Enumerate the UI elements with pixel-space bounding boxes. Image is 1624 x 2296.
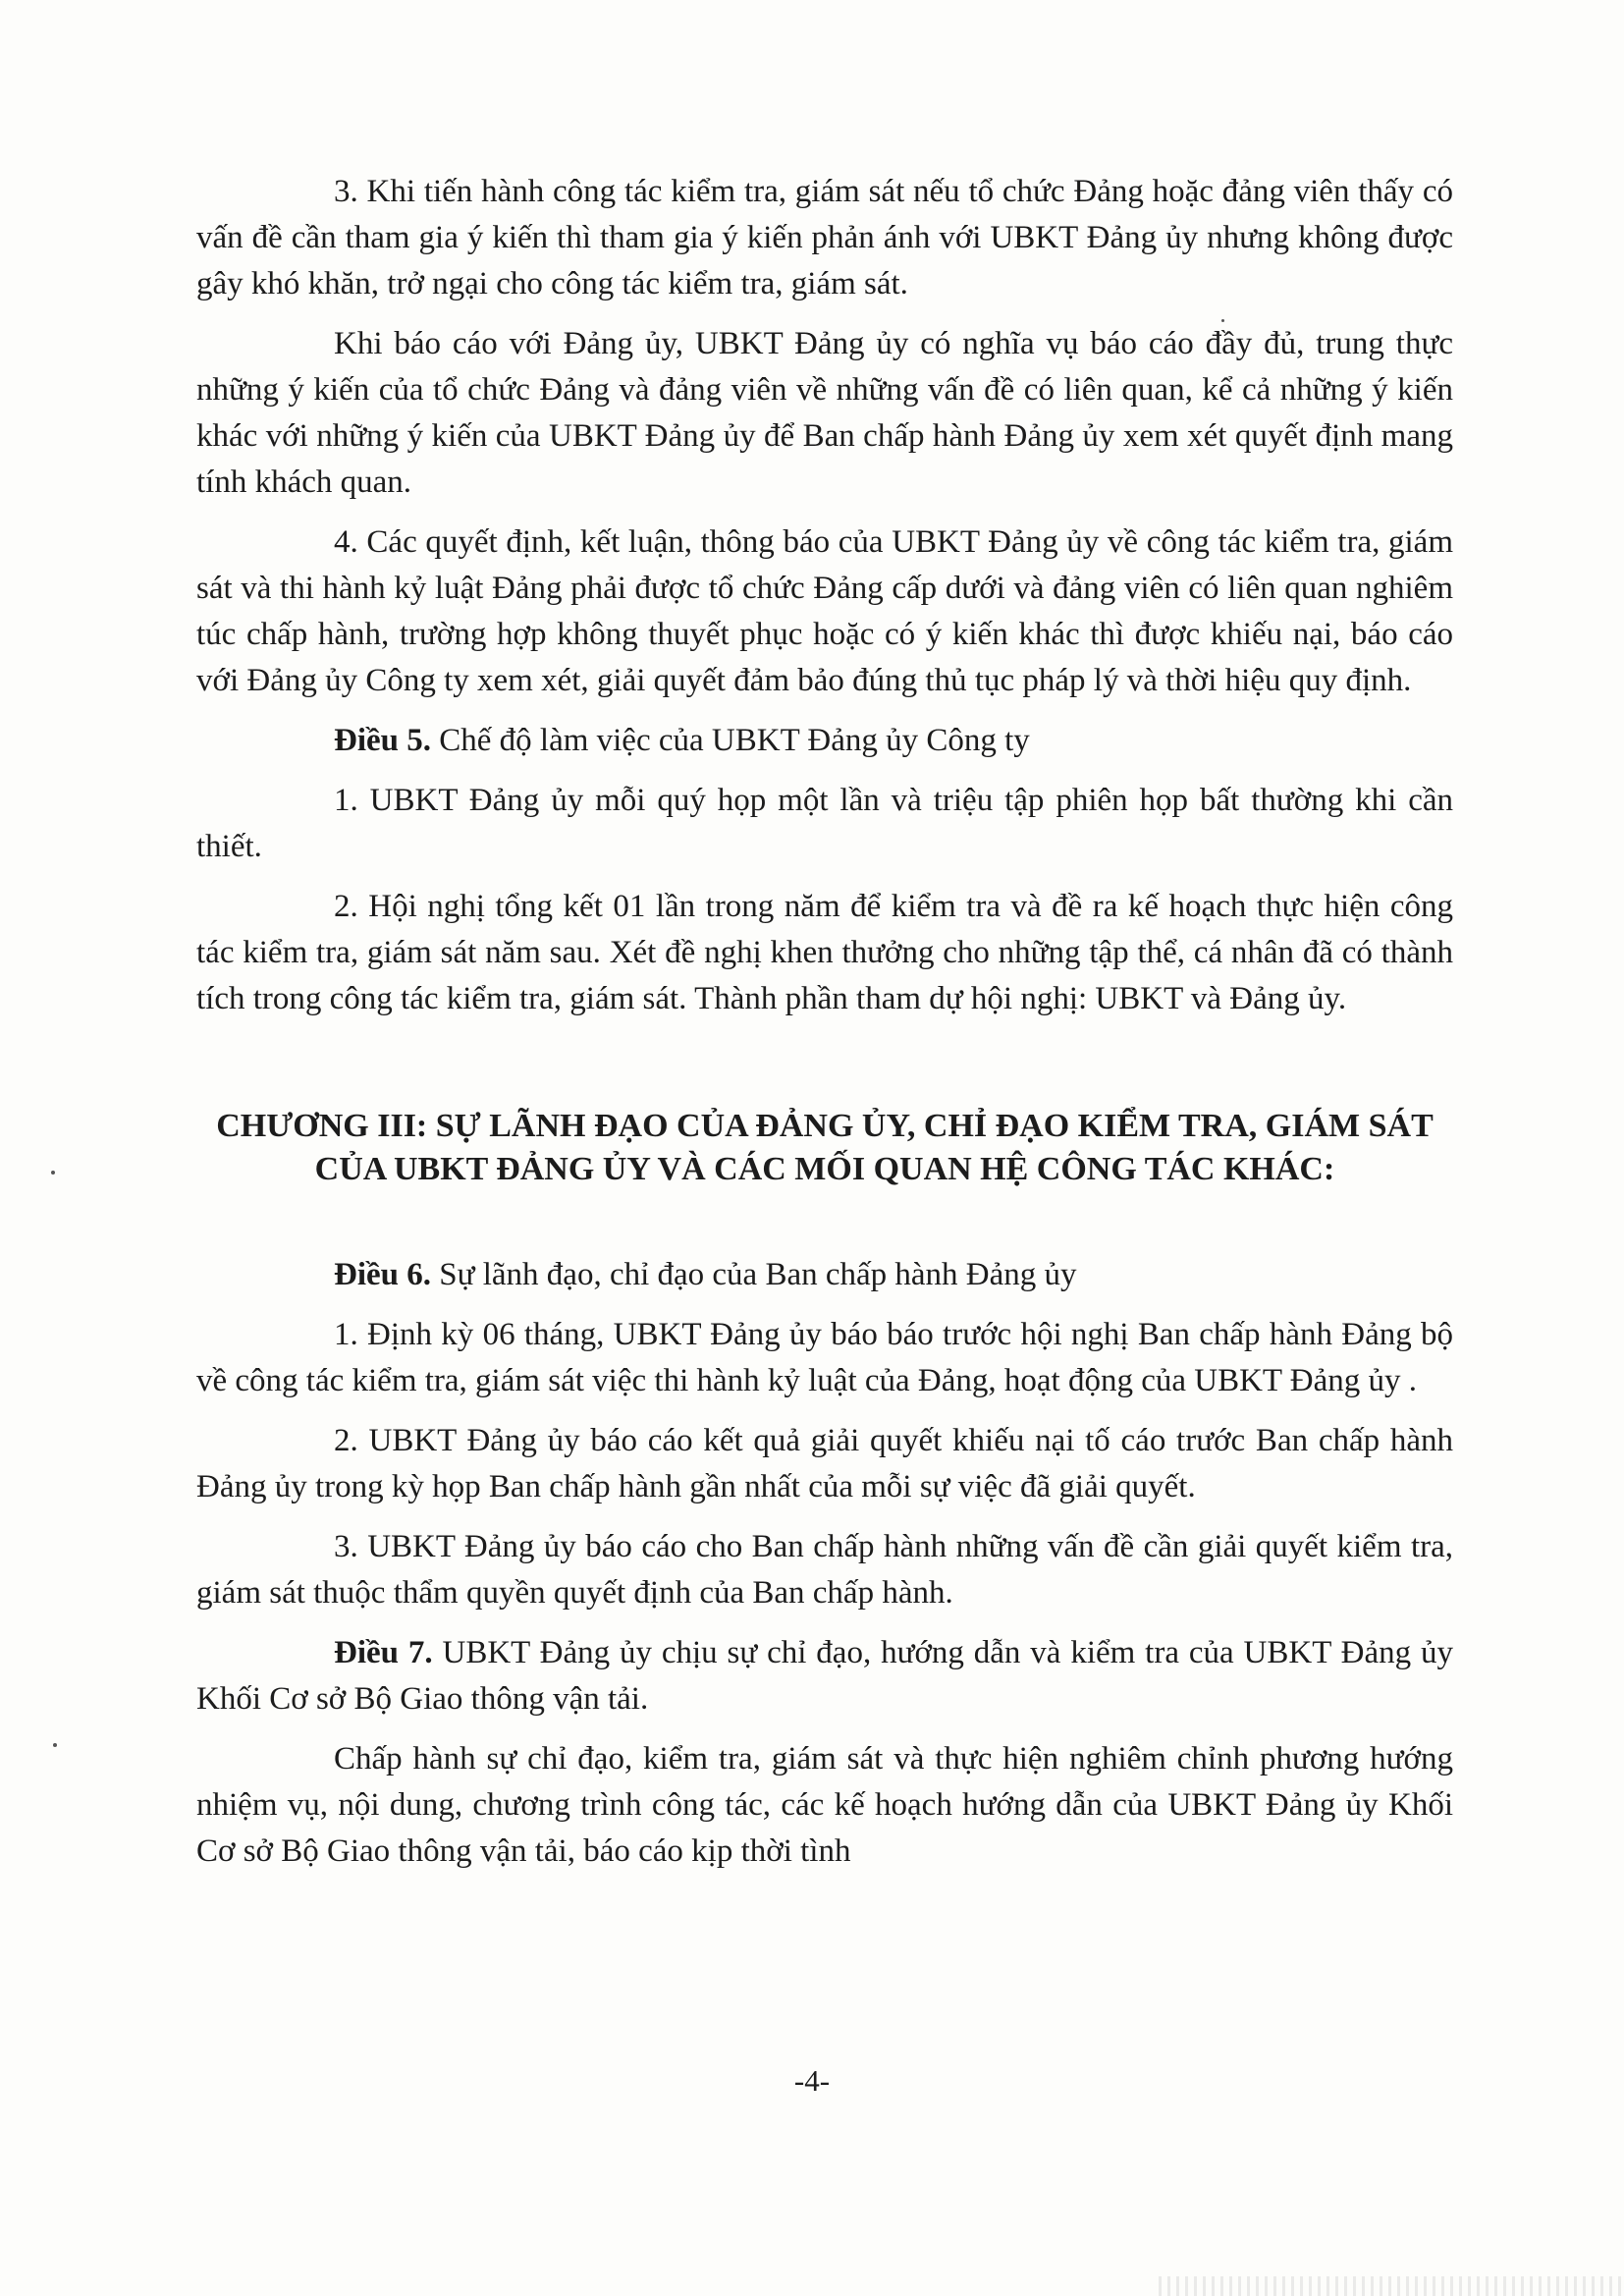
paragraph-article-6-clause-1	[196, 1312, 1453, 1404]
paragraph-article-6-clause-3	[196, 1524, 1453, 1616]
paragraph-report-duty	[196, 321, 1453, 506]
paragraph-text: Chấp hành sự chỉ đạo, kiểm tra, giám sát và thực hiện nghiêm chỉnh phương hướng nhiệm vụ, nội dung, chương trình công tác, các kế hoạch hướng dẫn của UBKT Đảng ủy Khối Cơ sở Bộ Giao thông vận tải, báo cáo kịp thời tình	[196, 1741, 1453, 1869]
paragraph-text: 4. Các quyết định, kết luận, thông báo của UBKT Đảng ủy về công tác kiểm tra, giám sát và thi hành kỷ luật Đảng phải được tổ chức Đảng cấp dưới và đảng viên có liên quan nghiêm túc chấp hành, trường hợp không thuyết phục hoặc có ý kiến khác thì được khiếu nại, báo cáo với Đảng ủy Công ty xem xét, giải quyết đảm bảo đúng thủ tục pháp lý và thời hiệu quy định.	[196, 524, 1453, 698]
paragraph-text: 3. Khi tiến hành công tác kiểm tra, giám sát nếu tổ chức Đảng hoặc đảng viên thấy có vấn đề cần tham gia ý kiến thì tham gia ý kiến phản ánh với UBKT Đảng ủy nhưng không được gây khó khăn, trở ngại cho công tác kiểm tra, giám sát.	[196, 174, 1453, 301]
chapter-heading: CHƯƠNG III: SỰ LÃNH ĐẠO CỦA ĐẢNG ỦY, CHỈ ĐẠO KIỂM TRA, GIÁM SÁT CỦA UBKT ĐẢNG ỦY VÀ CÁC MỐI QUAN HỆ CÔNG TÁC KHÁC:	[216, 1108, 1434, 1187]
paragraph-text: 2. Hội nghị tổng kết 01 lần trong năm để kiểm tra và đề ra kế hoạch thực hiện công tác kiểm tra, giám sát năm sau. Xét đề nghị khen thưởng cho những tập thể, cá nhân đã có thành tích trong công tác kiểm tra, giám sát. Thành phần tham dự hội nghị: UBKT và Đảng ủy.	[196, 889, 1453, 1016]
paragraph-text: Khi báo cáo với Đảng ủy, UBKT Đảng ủy có nghĩa vụ báo cáo đầy đủ, trung thực những ý kiến của tổ chức Đảng và đảng viên về những vấn đề có liên quan, kể cả những ý kiến khác với những ý kiến của UBKT Đảng ủy để Ban chấp hành Đảng ủy xem xét quyết định mang tính khách quan.	[196, 326, 1453, 500]
article-title: Chế độ làm việc của UBKT Đảng ủy Công ty	[431, 723, 1030, 758]
scan-speck	[1221, 319, 1224, 322]
paragraph-article-7-body	[196, 1736, 1453, 1875]
page-number: -4-	[793, 2063, 831, 2098]
paragraph-text: 1. UBKT Đảng ủy mỗi quý họp một lần và triệu tập phiên họp bất thường khi cần thiết.	[196, 783, 1453, 864]
document-body	[196, 169, 1453, 1888]
paragraph-article-5-clause-2	[196, 884, 1453, 1022]
article-title: Sự lãnh đạo, chỉ đạo của Ban chấp hành Đảng ủy	[431, 1257, 1077, 1292]
scan-edge-noise	[1159, 2276, 1624, 2296]
paragraph-article-6-clause-2	[196, 1418, 1453, 1510]
paragraph-clause-3	[196, 169, 1453, 307]
section-top	[196, 169, 1453, 1022]
article-label: Điều 5.	[334, 723, 431, 758]
article-5-heading	[196, 718, 1453, 764]
article-7-heading	[196, 1630, 1453, 1722]
article-label: Điều 6.	[334, 1257, 431, 1292]
paragraph-clause-4	[196, 519, 1453, 704]
scan-speck	[51, 1171, 55, 1175]
scan-speck	[53, 1743, 57, 1747]
article-label: Điều 7.	[334, 1635, 433, 1670]
paragraph-text: 1. Định kỳ 06 tháng, UBKT Đảng ủy báo báo trước hội nghị Ban chấp hành Đảng bộ về công tác kiểm tra, giám sát việc thi hành kỷ luật của Đảng, hoạt động của UBKT Đảng ủy .	[196, 1317, 1453, 1398]
paragraph-article-5-clause-1	[196, 778, 1453, 870]
article-6-heading	[196, 1252, 1453, 1298]
article-title: UBKT Đảng ủy chịu sự chỉ đạo, hướng dẫn và kiểm tra của UBKT Đảng ủy Khối Cơ sở Bộ Giao thông vận tải.	[196, 1635, 1453, 1717]
paragraph-text: 2. UBKT Đảng ủy báo cáo kết quả giải quyết khiếu nại tố cáo trước Ban chấp hành Đảng ủy trong kỳ họp Ban chấp hành gần nhất của mỗi sự việc đã giải quyết.	[196, 1423, 1453, 1504]
paragraph-text: 3. UBKT Đảng ủy báo cáo cho Ban chấp hành những vấn đề cần giải quyết kiểm tra, giám sát thuộc thẩm quyền quyết định của Ban chấp hành.	[196, 1529, 1453, 1611]
section-bottom	[196, 1252, 1453, 1875]
